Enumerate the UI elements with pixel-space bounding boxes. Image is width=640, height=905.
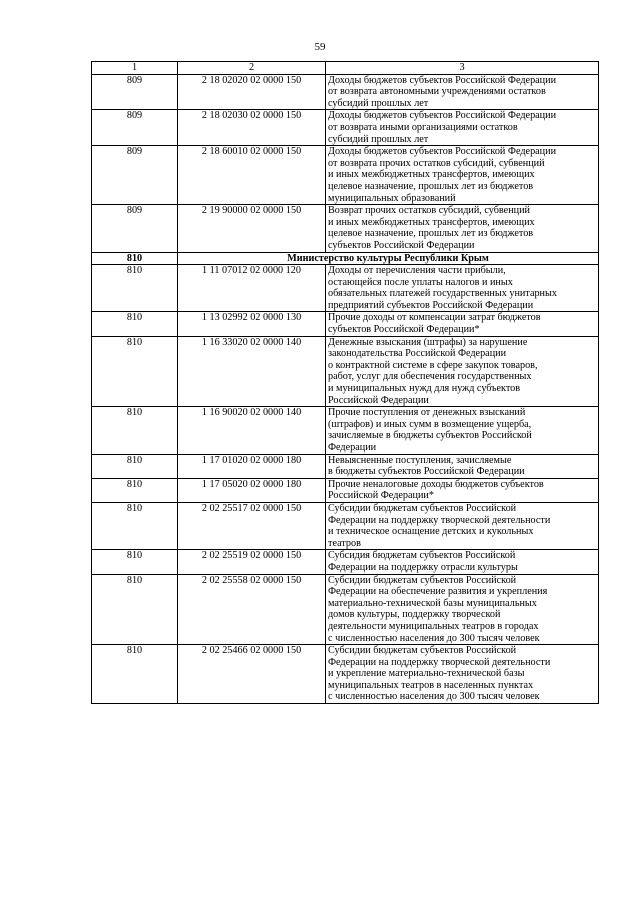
budget-code-cell: 1 17 01020 02 0000 180 <box>178 454 326 478</box>
admin-code-cell: 810 <box>92 550 178 574</box>
description-cell: Невыясненные поступления, зачисляемые в бюджеты субъектов Российской Федерации <box>326 454 599 478</box>
budget-code-cell: 1 13 02992 02 0000 130 <box>178 312 326 336</box>
description-cell: Возврат прочих остатков субсидий, субвенций и иных межбюджетных трансфертов, имеющих целевое назначение, прошлых лет из бюджетов субъектов Российской Федерации <box>326 205 599 252</box>
description-cell: Субсидии бюджетам субъектов Российской Федерации на поддержку творческой деятельности и техническое оснащение детских и кукольных театров <box>326 502 599 549</box>
table-header-row <box>92 62 599 75</box>
admin-code-cell: 809 <box>92 146 178 205</box>
section-admin-code: 810 <box>92 252 178 265</box>
table-row <box>92 454 599 478</box>
admin-code-cell: 810 <box>92 265 178 312</box>
column-header: 1 <box>92 62 178 75</box>
section-title: Министерство культуры Республики Крым <box>178 252 599 265</box>
table-row <box>92 574 599 645</box>
table-row <box>92 265 599 312</box>
table-row <box>92 312 599 336</box>
budget-code-cell: 2 19 90000 02 0000 150 <box>178 205 326 252</box>
admin-code-cell: 810 <box>92 502 178 549</box>
table-row <box>92 74 599 110</box>
table-row <box>92 110 599 146</box>
description-cell: Субсидии бюджетам субъектов Российской Федерации на поддержку творческой деятельности и укрепление материально-технической базы муниципальных театров в населенных пунктах с численностью населения до 300 тысяч человек <box>326 645 599 704</box>
budget-code-cell: 2 18 02030 02 0000 150 <box>178 110 326 146</box>
admin-code-cell: 809 <box>92 205 178 252</box>
page-number: 59 <box>314 41 326 53</box>
description-cell: Денежные взыскания (штрафы) за нарушение законодательства Российской Федерации о контрактной системе в сфере закупок товаров, работ, услуг для обеспечения государственных и муниципальных нужд для нужд субъектов Российской Федерации <box>326 336 599 407</box>
budget-code-cell: 2 02 25558 02 0000 150 <box>178 574 326 645</box>
budget-code-cell: 2 18 02020 02 0000 150 <box>178 74 326 110</box>
budget-code-cell: 1 16 90020 02 0000 140 <box>178 407 326 454</box>
budget-code-cell: 2 02 25517 02 0000 150 <box>178 502 326 549</box>
table-row <box>92 550 599 574</box>
description-cell: Доходы от перечисления части прибыли, остающейся после уплаты налогов и иных обязательных платежей государственных унитарных предприятий субъектов Российской Федерации <box>326 265 599 312</box>
table-row <box>92 336 599 407</box>
admin-code-cell: 810 <box>92 478 178 502</box>
budget-code-cell: 2 02 25519 02 0000 150 <box>178 550 326 574</box>
budget-code-cell: 1 11 07012 02 0000 120 <box>178 265 326 312</box>
description-cell: Доходы бюджетов субъектов Российской Федерации от возврата иными организациями остатков субсидий прошлых лет <box>326 110 599 146</box>
admin-code-cell: 809 <box>92 110 178 146</box>
admin-code-cell: 810 <box>92 407 178 454</box>
income-codes-table <box>91 61 599 704</box>
admin-code-cell: 810 <box>92 454 178 478</box>
section-header-row <box>92 252 599 265</box>
description-cell: Прочие неналоговые доходы бюджетов субъектов Российской Федерации* <box>326 478 599 502</box>
admin-code-cell: 810 <box>92 645 178 704</box>
admin-code-cell: 809 <box>92 74 178 110</box>
description-cell: Прочие поступления от денежных взысканий (штрафов) и иных сумм в возмещение ущерба, зачисляемые в бюджеты субъектов Российской Федерации <box>326 407 599 454</box>
table-row <box>92 645 599 704</box>
admin-code-cell: 810 <box>92 312 178 336</box>
admin-code-cell: 810 <box>92 574 178 645</box>
column-header: 3 <box>326 62 599 75</box>
description-cell: Доходы бюджетов субъектов Российской Федерации от возврата автономными учреждениями остатков субсидий прошлых лет <box>326 74 599 110</box>
description-cell: Доходы бюджетов субъектов Российской Федерации от возврата прочих остатков субсидий, субвенций и иных межбюджетных трансфертов, имеющих целевое назначение, прошлых лет из бюджетов муниципальных образований <box>326 146 599 205</box>
budget-code-cell: 1 17 05020 02 0000 180 <box>178 478 326 502</box>
table-row <box>92 407 599 454</box>
column-header: 2 <box>178 62 326 75</box>
budget-code-cell: 1 16 33020 02 0000 140 <box>178 336 326 407</box>
table-row <box>92 478 599 502</box>
table-row <box>92 502 599 549</box>
description-cell: Прочие доходы от компенсации затрат бюджетов субъектов Российской Федерации* <box>326 312 599 336</box>
description-cell: Субсидия бюджетам субъектов Российской Федерации на поддержку отрасли культуры <box>326 550 599 574</box>
budget-code-cell: 2 18 60010 02 0000 150 <box>178 146 326 205</box>
table-row <box>92 146 599 205</box>
admin-code-cell: 810 <box>92 336 178 407</box>
description-cell: Субсидии бюджетам субъектов Российской Федерации на обеспечение развития и укрепления материально-технической базы муниципальных домов культуры, поддержку творческой деятельности муниципальных театров в городах с численностью населения до 300 тысяч человек <box>326 574 599 645</box>
budget-code-cell: 2 02 25466 02 0000 150 <box>178 645 326 704</box>
table-row <box>92 205 599 252</box>
